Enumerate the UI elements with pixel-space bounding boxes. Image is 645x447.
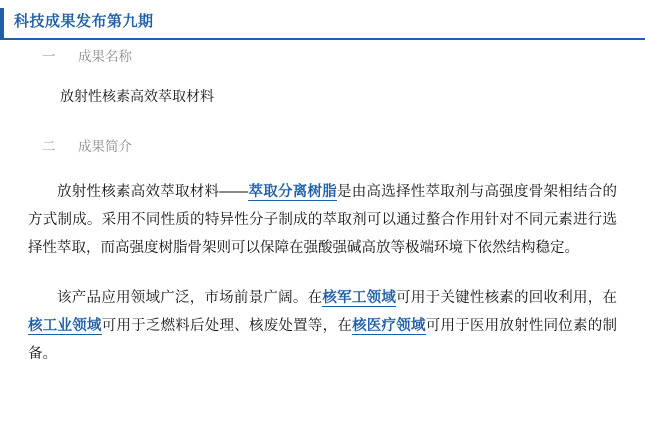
keyword-nuclear-military: 核军工领域 [322,290,397,306]
section-number: 一 [42,49,56,64]
header-divider [0,38,645,40]
text-run: 该产品应用领域广泛，市场前景广阔。在 [57,290,323,306]
text-run: 可用于医用放射性同位素的制备。 [28,318,618,362]
document-header-banner [0,8,645,38]
paragraph-1 [28,178,617,262]
spacer [0,160,645,178]
keyword-nuclear-industry: 核工业领域 [28,318,102,334]
paragraph-2 [28,284,617,368]
section-heading-2 [42,134,645,160]
section-heading-1 [42,44,645,70]
result-name-value: 放射性核素高效萃取材料 [60,88,214,104]
section-number: 二 [42,139,56,154]
text-run: 可用于乏燃料后处理、核废处置等，在 [101,318,353,334]
keyword-nuclear-medicine: 核医疗领域 [352,318,426,334]
page-title: 科技成果发布第九期 [14,13,154,30]
spacer [0,108,645,134]
section-label: 成果简介 [78,139,132,154]
text-run: 是由高选择性萃取剂与高强度骨架相结合的方式制成。采用不同性质的特异性分子制成的萃取剂可以通过螯合作用针对不同元素进行选择性萃取，而高强度树脂骨架则可以保障在强酸强碱高放等极端环境下依然结构稳定。 [28,184,617,256]
section-label: 成果名称 [78,49,132,64]
text-run: 可用于关键性核素的回收利用，在 [396,290,618,306]
keyword-extraction-resin: 萃取分离树脂 [248,184,337,200]
header-accent-bar [0,8,4,38]
document-body [0,44,645,368]
text-run: 放射性核素高效萃取材料—— [57,184,249,200]
